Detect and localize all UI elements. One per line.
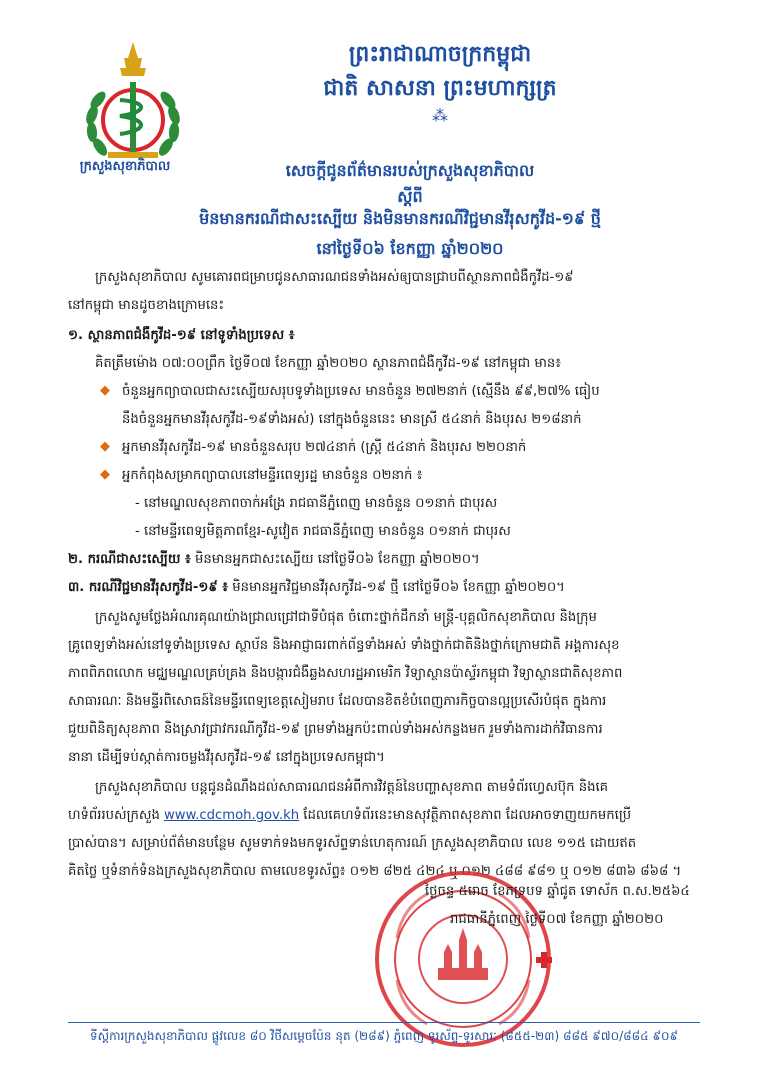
ornament-divider: ⁂: [432, 106, 448, 125]
thanks-line-6: នានា ដើម្បីទប់ស្កាត់ការចម្លងវីរុសកូវីដ-១៩ នៅក្នុងប្រទេសកម្ពុជា។: [68, 750, 385, 765]
document-title: សេចក្តីជូនព័ត៌មានរបស់ក្រសួងសុខាភិបាល: [285, 161, 535, 180]
contact-line-3: ប្រាស់បាន។ សម្រាប់ព័ត៌មានបន្ថែម សូមទាក់ទងមកទូរស័ព្ទទាន់ហេតុការណ៍ ក្រសួងសុខាភិបាល លេខ ១១៥ ដោយឥត: [68, 836, 637, 851]
footer-divider: [68, 1022, 700, 1023]
bullet-icon: ◆: [100, 467, 110, 482]
bullet-2: អ្នកមានវីរុសកូវីដ-១៩ មានចំនួនសរុប ២៧៤នាក់ (ស្រ្តី ៥៤នាក់ និងបុរស ២២០នាក់: [122, 440, 527, 455]
sub-item-2: - នៅមន្ទីរពេទ្យមិត្តភាពខ្មែរ-សូវៀត រាជធានីភ្នំពេញ មានចំនួន ០១នាក់ ជាបុរស: [135, 524, 511, 539]
section-3-heading: ៣. ករណីវិជ្ជមានវីរុសកូវីដ-១៩ ៖: [68, 580, 229, 595]
section-3-text: មិនមានអ្នកវិជ្ជមានវីរុសកូវីដ-១៩ ថ្មី នៅថ្ងៃទី០៦ ខែកញ្ញា ឆ្នាំ២០២០។: [232, 580, 565, 595]
section-2-text: មិនមានអ្នកជាសះស្បើយ នៅថ្ងៃទី០៦ ខែកញ្ញា ឆ្នាំ២០២០។: [194, 552, 480, 567]
contact-line-2-after: ដែលគេហទំព័រនេះមានសុវត្ថិភាពសុខភាព ដែលអាចទាញយកមកប្រើ: [299, 808, 632, 823]
bullet-1-line-1: ចំនួនអ្នកព្យាបាលជាសះស្បើយសរុបទូទាំងប្រទេស មានចំនួន ២៧២នាក់ (ស្មើនឹង ៩៩,២៧% ធៀប: [122, 384, 600, 399]
bullet-icon: ◆: [100, 439, 110, 454]
section-1-lead: គិតត្រឹមម៉ោង ០៧:០០ព្រឹក ថ្ងៃទី០៧ ខែកញ្ញា ឆ្នាំ២០២០ ស្ថានភាពជំងឺកូវីដ-១៩ នៅកម្ពុជា មាន៖: [95, 356, 562, 371]
title-regarding: ស្តីពី: [397, 187, 423, 206]
section-2-heading: ២. ករណីជាសះស្បើយ ៖: [68, 552, 191, 567]
intro-line-1: ក្រសួងសុខាភិបាល សូមគោរពជម្រាបជូនសាធារណជនទាំងអស់ឲ្យបានជ្រាបពីស្ថានភាពជំងឺកូវីដ-១៩: [95, 270, 574, 285]
kingdom-title: ព្រះរាជាណាចក្រកម្ពុជា: [348, 42, 532, 67]
bullet-1-line-2: នឹងចំនួនអ្នកមានវីរុសកូវីដ-១៩ទាំងអស់) នៅក្នុងចំនួននេះ មានស្រី ៥៤នាក់ និងបុរស ២១៨នាក់: [122, 412, 582, 427]
ministry-caption: ក្រសួងសុខាភិបាល: [79, 159, 171, 174]
signature-lunar-date: ថ្ងៃចន្ទ ៥រោច ខែភទ្របទ ឆ្នាំជូត ទោស័ក ព.ស.២៥៦៤: [425, 884, 690, 899]
ministry-logo: [68, 40, 198, 175]
section-3: [68, 574, 565, 602]
thanks-line-1: ក្រសួងសូមថ្លែងអំណរគុណយ៉ាងជ្រាលជ្រៅជាទីបំផុត ចំពោះថ្នាក់ដឹកនាំ មន្ត្រី-បុគ្គលិកសុខាភិបាល និងក្រុម: [95, 610, 597, 625]
sub-item-1: - នៅមណ្ឌលសុខភាពចាក់អង្រែ រាជធានីភ្នំពេញ មានចំនួន ០១នាក់ ជាបុរស: [135, 496, 498, 511]
contact-line-1: ក្រសួងសុខាភិបាល បន្តជូនដំណឹងដល់សាធារណជនអំពីការវិវត្តន៍នៃបញ្ហាសុខភាព តាមទំព័រហ្វេសប៊ុក និងគេ: [95, 780, 609, 795]
thanks-line-4: សាធារណៈ និងមន្ទីរពិសោធន៍នៃមន្ទីរពេទ្យខេត្តសៀមរាប ដែលបានខិតខំបំពេញភារកិច្ចបានល្អប្រសើរបំផុត ក្នុងការ: [68, 694, 607, 709]
signature-place-date: រាជធានីភ្នំពេញ ថ្ងៃទី០៧ ខែកញ្ញា ឆ្នាំ២០២០: [450, 912, 664, 927]
website-link[interactable]: www.cdcmoh.gov.kh: [164, 808, 300, 823]
bullet-icon: ◆: [100, 383, 110, 398]
contact-line-2: [68, 802, 631, 830]
bullet-3: អ្នកកំពុងសម្រាកព្យាបាលនៅមន្ទីរពេទ្យរដ្ឋ មានចំនួន ០២នាក់ ៖: [122, 468, 423, 483]
nation-motto: ជាតិ សាសនា ព្រះមហាក្សត្រ: [323, 76, 557, 101]
thanks-line-5: ជួយពិនិត្យសុខភាព និងស្រាវជ្រាវករណីកូវីដ-១៩ ព្រមទាំងអ្នកប៉ះពាល់ទាំងអស់កន្លងមក រួមទាំងការដាក់វិធានការ: [68, 722, 603, 737]
intro-line-2: នៅកម្ពុជា មានដូចខាងក្រោមនេះ: [68, 298, 225, 313]
contact-line-2-before: ហទំព័ររបស់ក្រសួង: [68, 808, 165, 823]
thanks-line-2: គ្រូពេទ្យទាំងអស់នៅទូទាំងប្រទេស ស្ថាប័ន និងអាជ្ញាធរពាក់ព័ន្ធទាំងអស់ ទាំងថ្នាក់ជាតិនិងថ្នាក់ក្រោមជាតិ អង្គការសុខ: [68, 638, 620, 653]
contact-line-4: គិតថ្លៃ ឬទំនាក់ទំនងក្រសួងសុខាភិបាល តាមលេខទូរស័ព្ទ៖ ០១២ ៨២៥ ៤២៤ ឬ ០១២ ៤៨៨ ៩៨១ ឬ ០១២ ៨៣៦ ៨៦៨ ។: [68, 864, 682, 879]
thanks-line-3: ភាពពិភពលោក មជ្ឈមណ្ឌលគ្រប់គ្រង និងបង្ការជំងឺឆ្លងសហរដ្ឋអាមេរិក វិទ្យាស្ថានប៉ាស្ទ័រកម្ពុជា វិទ្យាស្ថានជាតិសុខភាព: [68, 666, 623, 681]
document-date: នៅថ្ងៃទី០៦ ខែកញ្ញា ឆ្នាំ២០២០: [316, 239, 504, 258]
document-subject: មិនមានករណីជាសះស្បើយ និងមិនមានករណីវិជ្ជមានវីរុសកូវីដ-១៩ ថ្មី: [199, 209, 601, 228]
section-2: [68, 546, 480, 574]
footer-address: ទីស្តីការក្រសួងសុខាភិបាល ផ្លូវលេខ ៨០ វិថីសម្តេចប៉ែន នុត (២៨៩) ភ្នំពេញ ទូរស័ព្ទ-ទូរសារៈ (៨៥៥-២៣) ៨៨៥ ៩៧០/៨៨៤ ៩០៩: [90, 1029, 678, 1043]
section-1-heading: ១. ស្ថានភាពជំងឺកូវីដ-១៩ នៅទូទាំងប្រទេស ៖: [68, 328, 295, 343]
